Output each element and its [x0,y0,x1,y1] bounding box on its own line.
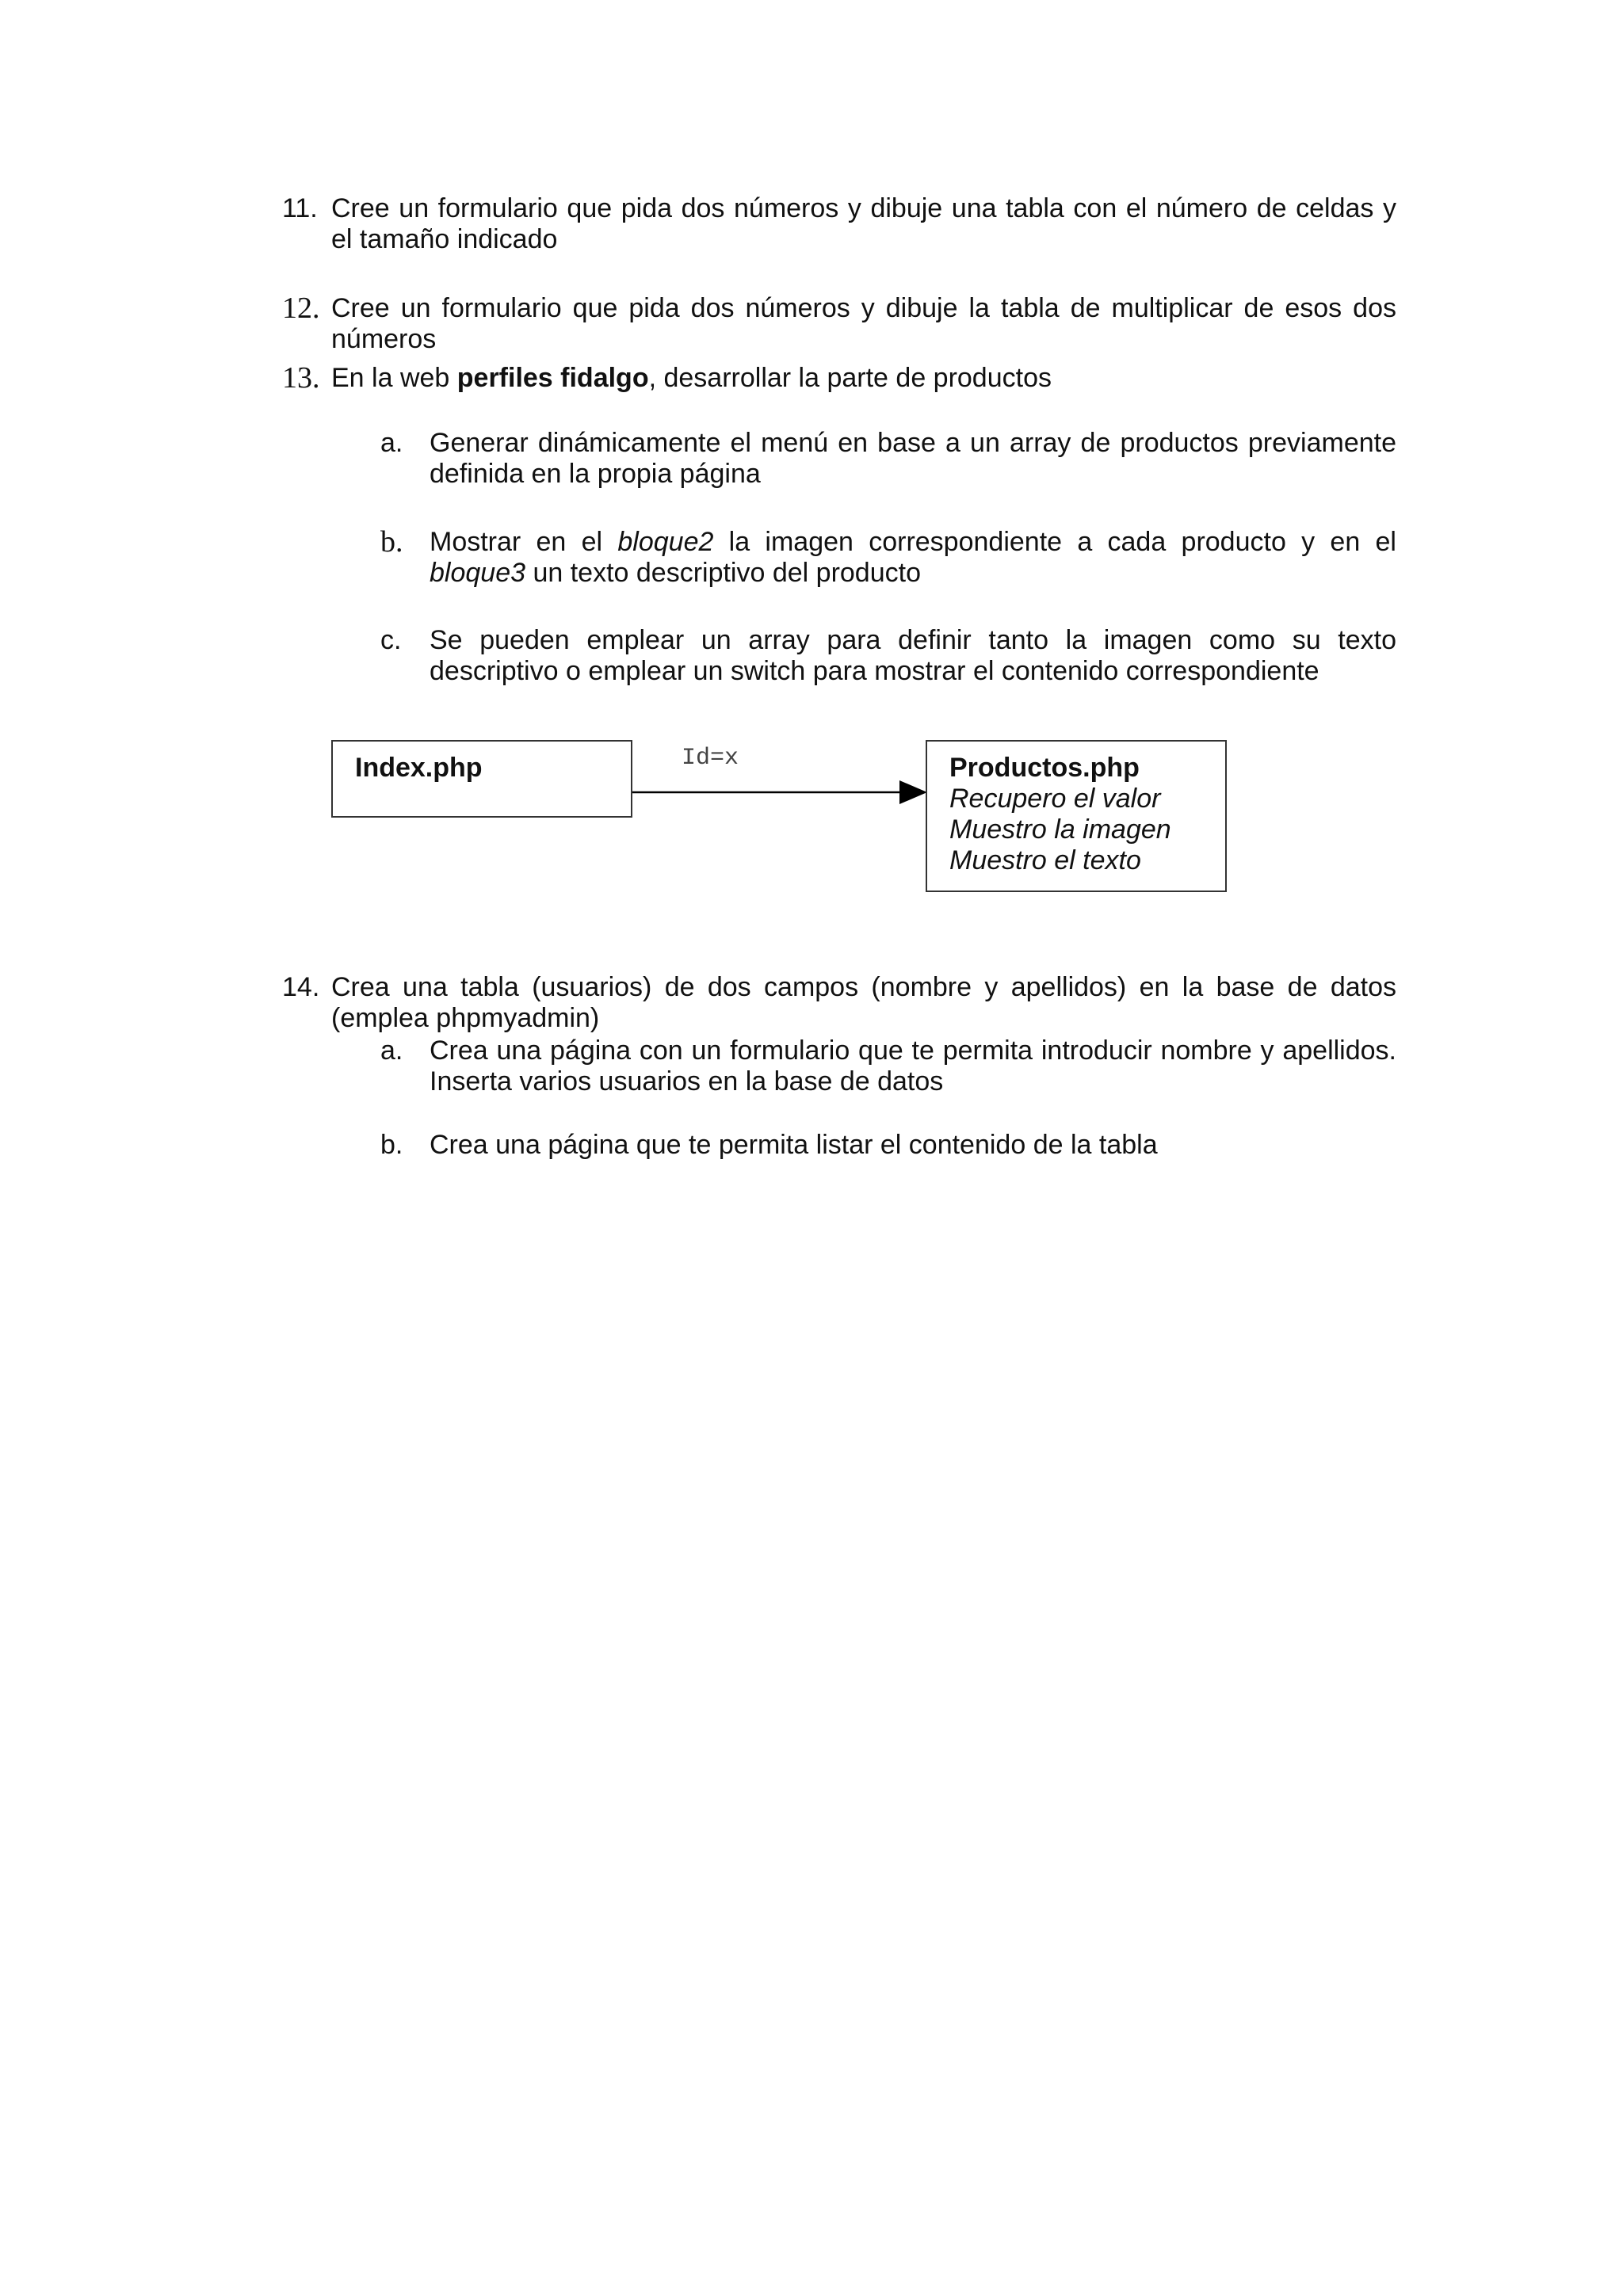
sub-item-letter: a. [380,428,403,458]
sub-item-13b [380,527,1396,589]
productos-step: Recupero el valor [949,784,1161,814]
list-item-12 [282,293,1396,355]
item-number: 13. [282,361,320,395]
item-number: 12. [282,292,320,325]
sub-item-letter: a. [380,1035,403,1066]
item-number: 14. [282,972,320,1002]
productos-php-title: Productos.php [949,753,1140,783]
sub-item-14a [380,1035,1396,1097]
sub-item-13c [380,625,1396,687]
sub-item-text: Generar dinámicamente el menú en base a un array de productos previamente definida en la propia página [430,428,1396,489]
item-number: 11. [282,193,318,223]
sub-item-letter: b. [380,525,403,559]
site-name: perfiles fidalgo [456,363,649,393]
list-item-13 [282,363,1396,394]
item-text: Crea una tabla (usuarios) de dos campos (nombre y apellidos) en la base de datos (emplea phpmyadmin) [331,972,1396,1033]
list-item-11 [282,193,1396,255]
productos-step: Muestro la imagen [949,814,1171,845]
productos-step: Muestro el texto [949,845,1141,875]
sub-item-13a [380,428,1396,490]
sub-item-text: Crea una página que te permita listar el contenido de la tabla [430,1130,1158,1160]
arrow-label: Id=x [682,745,739,772]
sub-item-letter: c. [380,625,402,655]
productos-php-box [926,740,1227,892]
sub-item-text: Crea una página con un formulario que te permita introducir nombre y apellidos. Inserta varios usuarios en la base de datos [430,1035,1396,1097]
item-text: Cree un formulario que pida dos números y dibuje la tabla de multiplicar de esos dos números [331,293,1396,354]
index-php-label: Index.php [355,753,483,783]
item-text: Cree un formulario que pida dos números y dibuje una tabla con el número de celdas y el tamaño indicado [331,193,1396,254]
item-text: En la web perfiles fidalgo, desarrollar la parte de productos [331,363,1052,393]
index-php-box [331,740,632,818]
sub-item-text: Mostrar en el bloque2 la imagen correspondiente a cada producto y en el bloque3 un texto descriptivo del producto [430,527,1396,588]
sub-item-letter: b. [380,1130,403,1160]
sub-item-14b [380,1130,1396,1161]
sub-item-text: Se pueden emplear un array para definir tanto la imagen como su texto descriptivo o emplear un switch para mostrar el contenido correspondiente [430,625,1396,686]
list-item-14 [282,972,1396,1034]
